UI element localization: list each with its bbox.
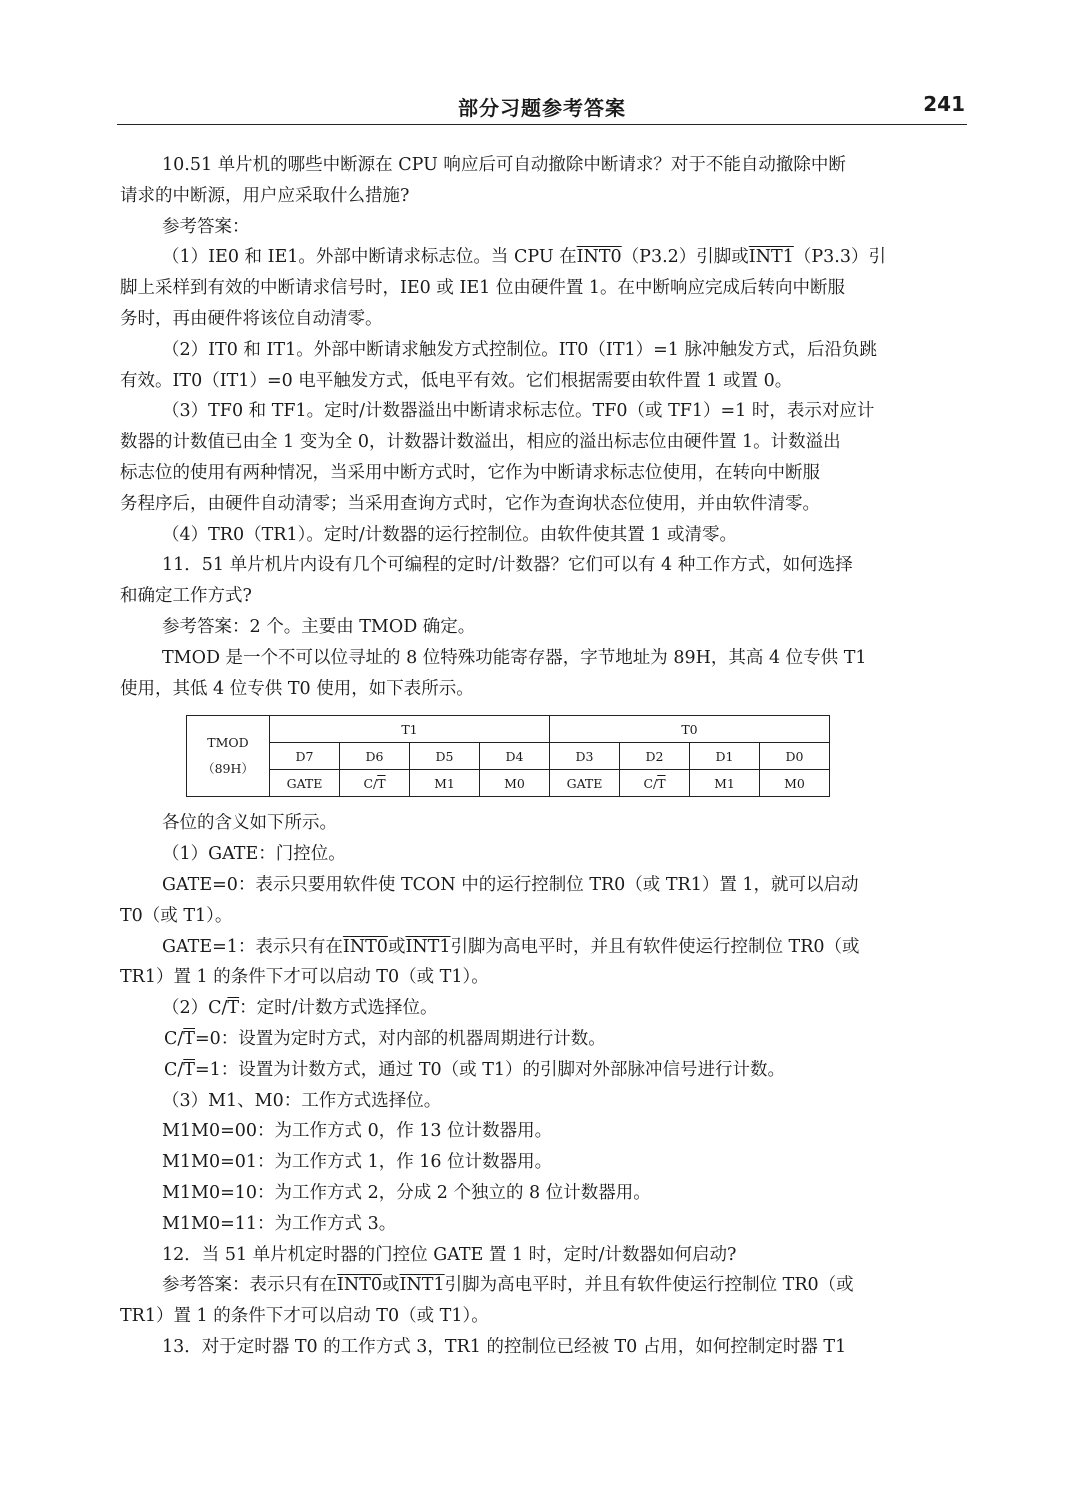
name-cell: GATE (550, 770, 620, 797)
gate0-line2: T0（或 T1）。 (120, 905, 233, 926)
q10-answer-3-line1: （3）TF0 和 TF1。定时/计数器溢出中断请求标志位。TF0（或 TF1）=1 时，表示对应计 (162, 401, 875, 422)
q12-ans-post: 引脚为高电平时，并且有软件使运行控制位 TR0（或 (444, 1275, 854, 1296)
name-cell: M0 (480, 770, 550, 797)
t-overbar: $\overline{T}$ (657, 775, 666, 791)
q10-question-line1: 10.51 单片机的哪些中断源在 CPU 响应后可自动撤除中断请求？对于不能自动撤除中断 (162, 155, 846, 175)
ct1-line (120, 1055, 966, 1086)
mode-11: M1M0=11：为工作方式 3。 (162, 1213, 397, 1234)
bit-cell: D1 (690, 743, 760, 770)
gate1-line2: TR1）置 1 的条件下才可以启动 T0（或 T1）。 (120, 967, 489, 988)
q10-answer-3-line2: 数器的计数值已由全 1 变为全 0，计数器计数溢出，相应的溢出标志位由硬件置 1。计数溢出 (120, 432, 841, 453)
tmod-name-row (187, 770, 830, 797)
gate1-or: 或 (387, 936, 406, 957)
bit-cell: D6 (340, 743, 410, 770)
int0-overbar: INT0 (342, 936, 388, 957)
tmod-register-table (186, 715, 830, 797)
q12-answer-line1 (120, 1270, 966, 1301)
q12-answer-line2: TR1）置 1 的条件下才可以启动 T0（或 T1）。 (120, 1306, 489, 1327)
running-title: 部分习题参考答案 (458, 96, 626, 120)
group-t1-header: T1 (270, 716, 550, 743)
name-cell (620, 770, 690, 797)
q10-answer-1-line2: 脚上采样到有效的中断请求信号时，IE0 或 IE1 位由硬件置 1。在中断响应完成后转向中断服 (120, 278, 846, 299)
bit-cell: D0 (760, 743, 830, 770)
int1-overbar: INT1 (748, 247, 794, 268)
tmod-bit-row (187, 743, 830, 770)
page-body (120, 150, 966, 1363)
q11-answer: 参考答案：2 个。主要由 TMOD 确定。 (162, 616, 476, 637)
q10-answer-3-line3: 标志位的使用有两种情况，当采用中断方式时，它作为中断请求标志位使用，在转向中断服 (120, 462, 820, 483)
ct0-post: =0：设置为定时方式，对内部的机器周期进行计数。 (194, 1028, 606, 1049)
q10-answer-1-line1 (120, 242, 966, 273)
q12-ans-pre: 参考答案：表示只有在 (162, 1275, 337, 1296)
t-overbar: $\overline{T}$ (227, 998, 240, 1019)
name-cell: M1 (690, 770, 760, 797)
q13-question: 13．对于定时器 T0 的工作方式 3，TR1 的控制位已经被 T0 占用，如何控制定时器 T1 (162, 1336, 847, 1357)
q12-question: 12．当 51 单片机定时器的门控位 GATE 置 1 时，定时/计数器如何启动? (162, 1244, 737, 1265)
name-cell (340, 770, 410, 797)
int1-overbar: INT1 (399, 1275, 445, 1296)
tmod-label-cell (187, 716, 270, 797)
group-t0-header: T0 (550, 716, 830, 743)
bit-cell: D5 (410, 743, 480, 770)
page-header (117, 88, 967, 125)
ct1-post: =1：设置为计数方式，通过 T0（或 T1）的引脚对外部脉冲信号进行计数。 (194, 1059, 786, 1080)
name-cell: GATE (270, 770, 340, 797)
int0-overbar: INT0 (337, 1275, 383, 1296)
mode-10: M1M0=10：为工作方式 2，分成 2 个独立的 8 位计数器用。 (162, 1182, 651, 1203)
t-overbar: $\overline{T}$ (377, 775, 386, 791)
gate1-post: 引脚为高电平时，并且有软件使运行控制位 TR0（或 (450, 936, 860, 957)
q11-tmod-line2: 使用，其低 4 位专供 T0 使用，如下表所示。 (120, 678, 474, 699)
mode-heading: （3）M1、M0：工作方式选择位。 (162, 1090, 442, 1111)
q10-question-line2: 请求的中断源，用户应采取什么措施? (120, 185, 410, 206)
q11-question-line2: 和确定工作方式? (120, 586, 252, 607)
name-cell: M1 (410, 770, 480, 797)
mode-00: M1M0=00：为工作方式 0，作 13 位计数器用。 (162, 1121, 553, 1142)
bit-cell: D7 (270, 743, 340, 770)
page-number: 241 (923, 92, 965, 116)
gate-heading: （1）GATE：门控位。 (162, 844, 346, 865)
gate1-pre: GATE=1：表示只有在 (162, 936, 343, 957)
t-overbar: $\overline{T}$ (183, 1028, 195, 1049)
gate0-line1: GATE=0：表示只要用软件使 TCON 中的运行控制位 TR0（或 TR1）置 1，就可以启动 (162, 874, 859, 895)
name-text: C/ (363, 775, 378, 791)
q10-a1-post: （P3.3）引 (793, 247, 886, 268)
q10-answer-4: （4）TR0（TR1）。定时/计数器的运行控制位。由软件使其置 1 或清零。 (162, 524, 738, 545)
t-overbar: $\overline{T}$ (183, 1059, 195, 1080)
name-text: C/ (643, 775, 658, 791)
q10-answer-1-line3: 务时，再由硬件将该位自动清零。 (120, 308, 383, 329)
tmod-group-row (187, 716, 830, 743)
ct-head-post: ：定时/计数方式选择位。 (239, 998, 438, 1019)
ct-head-pre: （2）C/ (162, 998, 228, 1019)
meaning-intro: 各位的含义如下所示。 (162, 813, 337, 834)
q11-tmod-line1: TMOD 是一个不可以位寻址的 8 位特殊功能寄存器，字节地址为 89H，其高 4 位专供 T1 (162, 647, 867, 668)
q10-a1-mid: （P3.2）引脚或 (621, 247, 749, 268)
tmod-label: TMOD (207, 735, 249, 751)
q10-a1-pre: （1）IE0 和 IE1。外部中断请求标志位。当 CPU 在 (162, 247, 577, 268)
q10-answer-2-line2: 有效。IT0（IT1）=0 电平触发方式，低电平有效。它们根据需要由软件置 1 或置 0。 (120, 370, 793, 391)
q12-ans-or: 或 (382, 1275, 400, 1296)
name-cell: M0 (760, 770, 830, 797)
q10-answer-label: 参考答案： (162, 216, 250, 237)
q10-answer-3-line4: 务程序后，由硬件自动清零；当采用查询方式时，它作为查询状态位使用，并由软件清零。 (120, 493, 820, 514)
ct1-pre: C/ (164, 1059, 184, 1080)
bit-cell: D4 (480, 743, 550, 770)
q11-question-line1: 11．51 单片机片内设有几个可编程的定时/计数器？它们可以有 4 种工作方式，如何选择 (162, 555, 853, 576)
ct-heading (120, 993, 966, 1024)
tmod-address: （89H） (202, 761, 254, 777)
bit-cell: D2 (620, 743, 690, 770)
mode-01: M1M0=01：为工作方式 1，作 16 位计数器用。 (162, 1152, 553, 1173)
int1-overbar: INT1 (405, 936, 451, 957)
gate1-line1 (120, 932, 966, 963)
q10-answer-2-line1: （2）IT0 和 IT1。外部中断请求触发方式控制位。IT0（IT1）=1 脉冲触发方式，后沿负跳 (162, 339, 877, 360)
ct0-pre: C/ (164, 1028, 184, 1049)
ct0-line (120, 1024, 966, 1055)
int0-overbar: INT0 (576, 247, 622, 268)
bit-cell: D3 (550, 743, 620, 770)
